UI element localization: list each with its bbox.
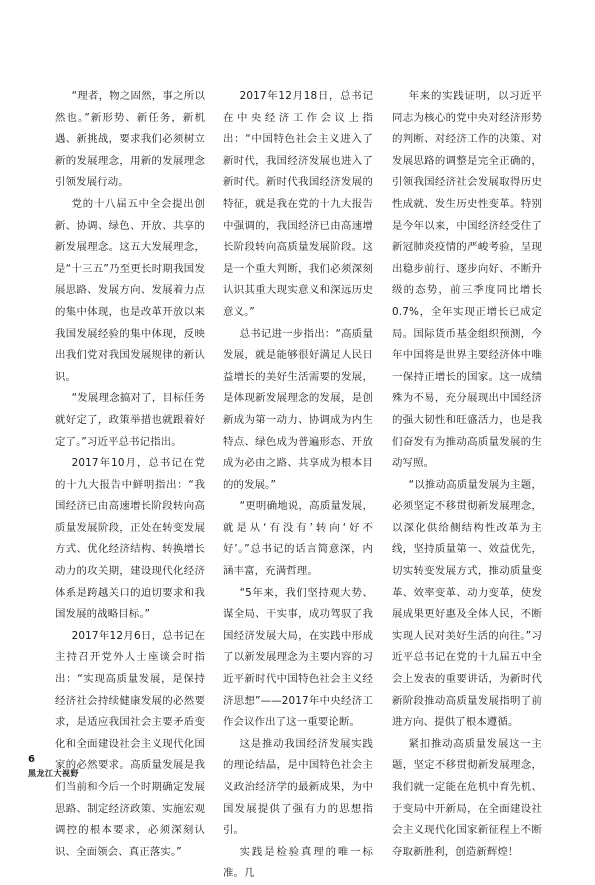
text-column-1 — [55, 86, 205, 863]
paragraph: 2017年10月，总书记在党的十九大报告中鲜明指出：“我国经济已由高速增长阶段转向高质量发展阶段，正处在转变发展方式、优化经济结构、转换增长动力的攻关期，建设现代化经济体系是跨越关口的迫切要求和我国发展的战略目标。” — [55, 457, 205, 621]
paragraph: “以推动高质量发展为主题，必须坚定不移贯彻新发展理念，以深化供给侧结构性改革为主线，坚持质量第一、效益优先，切实转变发展方式，推动质量变革、效率变革、动力变革，使发展成果更好惠及全体人民，不断实现人民对美好生活的向往。”习近平总书记在党的十九届五中全会上发表的重要讲话，为新时代新阶段推动高质量发展指明了前进方向、提供了根本遵循。 — [392, 478, 542, 729]
paragraph: 2017年12月18日，总书记在中央经济工作会议上指出：“中国特色社会主义进入了新时代，我国经济发展也进入了新时代。新时代我国经济发展的特征，就是我在党的十九大报告中强调的，我国经济已由高速增长阶段转向高质量发展阶段。这是一个重大判断，我们必须深刻认识其重大现实意义和深远历史意义。” — [223, 90, 373, 318]
paragraph: 紧扣推动高质量发展这一主题，坚定不移贯彻新发展理念，我们就一定能在危机中育先机、于变局中开新局，在全面建设社会主义现代化国家新征程上不断夺取新胜利，创造新辉煌！ — [392, 737, 542, 858]
paragraph: 党的十八届五中全会提出创新、协调、绿色、开放、共享的新发展理念。这五大发展理念，是“十三五”乃至更长时期我国发展思路、发展方向、发展着力点的集中体现，也是改革开放以来我国发展经验的集中体现，反映出我们党对我国发展规律的新认识。 — [55, 197, 205, 383]
paragraph: “更明确地说，高质量发展，就是从‘有没有’转向‘好不好’。”总书记的话言简意深，内涵丰富，充满哲理。 — [223, 500, 373, 578]
paragraph: “5年来，我们坚持观大势、谋全局、干实事，成功驾驭了我国经济发展大局，在实践中形成了以新发展理念为主要内容的习近平新时代中国特色社会主义经济思想”——2017年中央经济工作会议作出了这一重要论断。 — [223, 586, 373, 729]
text-column-2 — [223, 86, 373, 885]
text-column-3 — [392, 86, 542, 863]
paragraph: 年来的实践证明，以习近平同志为核心的党中央对经济形势的判断、对经济工作的决策、对发展思路的调整是完全正确的，引领我国经济社会发展取得历史性成就、发生历史性变革。特别是今年以来，中国经济经受住了新冠肺炎疫情的严峻考验，呈现出稳步前行、逐步向好、不断升级的态势，前三季度同比增长0.7%，全年实现正增长已成定局。国际货币基金组织预测，今年中国将是世界主要经济体中唯一保持正增长的国家。这一成绩殊为不易，充分展现出中国经济的强大韧性和旺盛活力，也是我们奋发有为推动高质量发展的生动写照。 — [392, 90, 542, 470]
paragraph: 这是推动我国经济发展实践的理论结晶，是中国特色社会主义政治经济学的最新成果，为中国发展提供了强有力的思想指引。 — [223, 737, 373, 837]
paragraph: 2017年12月6日，总书记在主持召开党外人士座谈会时指出：“实现高质量发展，是保持经济社会持续健康发展的必然要求，是适应我国社会主要矛盾变化和全面建设社会主义现代化国家的必然要求。高质量发展是我们当前和今后一个时期确定发展思路、制定经济政策、实施宏观调控的根本要求，必须深刻认识、全面领会、真正落实。” — [55, 629, 205, 858]
paragraph: “发展理念搞对了，目标任务就好定了，政策举措也就跟着好定了。”习近平总书记指出。 — [55, 392, 205, 448]
paragraph: 实践是检验真理的唯一标准。几 — [223, 845, 373, 880]
page-number: 6 — [28, 754, 35, 765]
publication-name: 黑龙江大视野 — [28, 769, 79, 778]
paragraph: “理者，物之固然，事之所以然也。”新形势、新任务，新机遇、新挑战，要求我们必须树立新的发展理念，用新的发展理念引领发展行动。 — [55, 90, 205, 189]
paragraph: 总书记进一步指出：“高质量发展，就是能够很好满足人民日益增长的美好生活需要的发展，是体现新发展理念的发展，是创新成为第一动力、协调成为内生特点、绿色成为普遍形态、开放成为必由之路、共享成为根本目的的发展。” — [223, 327, 373, 491]
